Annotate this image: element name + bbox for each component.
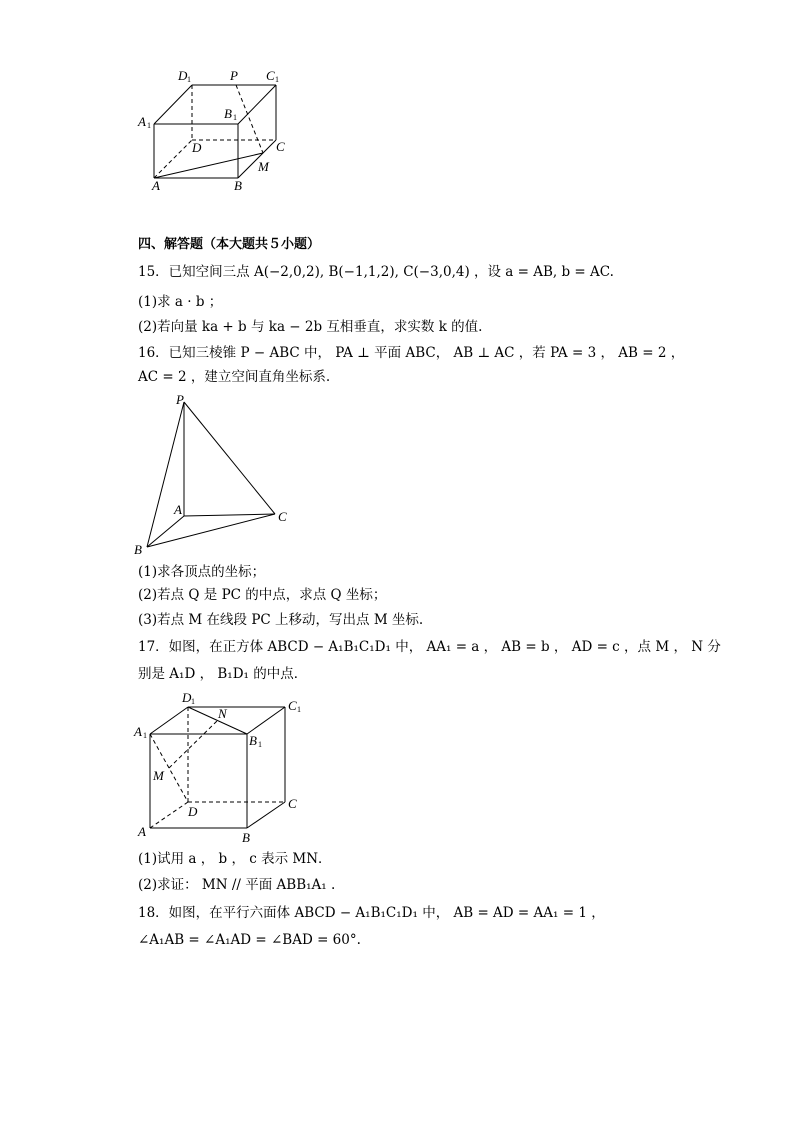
label-c: C [278,509,287,524]
label-b1-sub: 1 [233,113,237,122]
label-c1: C [266,68,275,83]
q17-part2: (2)求证： MN // 平面 ABB₁A₁ . [138,877,336,893]
q16-stem-line2: AC = 2 ，建立空间直角坐标系. [138,369,331,385]
q15-part1: (1)求 a · b ； [138,294,223,310]
figure-cuboid-pm [130,62,300,197]
label-b1: B [249,733,257,748]
label-d: D [192,140,202,155]
q16-stem-line1: 16．已知三棱锥 P − ABC 中， PA ⊥ 平面 ABC， AB ⊥ AC ，若 PA = 3 ， AB = 2 ， [138,345,685,361]
label-m: M [153,768,164,783]
label-a1: A [134,724,142,739]
label-d1-sub: 1 [187,75,191,84]
q17-stem-line2: 别是 A₁D ， B₁D₁ 的中点． [138,666,308,682]
label-c1: C [288,698,297,713]
label-b: B [134,542,142,557]
q17-part1: (1)试用 a ， b ， c 表示 MN． [138,851,332,867]
q15-stem: 15．已知空间三点 A(−2,0,2), B(−1,1,2), C(−3,0,4) ，设 a = AB, b = AC. [138,264,614,280]
label-b1-sub: 1 [258,740,262,749]
label-a1-sub: 1 [147,121,151,130]
label-c: C [288,796,297,811]
label-a1: A [138,114,146,129]
q18-stem-line1: 18．如图，在平行六面体 ABCD − A₁B₁C₁D₁ 中， AB = AD = AA₁ = 1 ， [138,905,605,921]
label-a: A [138,824,146,839]
q18-stem-line2: ∠A₁AB = ∠A₁AD = ∠BAD = 60°. [138,932,361,948]
label-b: B [234,178,242,193]
section-heading: 四、解答题（本大题共５小题） [138,237,321,252]
q16-part3: (3)若点 M 在线段 PC 上移动，写出点 M 坐标. [138,612,424,628]
label-d1: D [182,690,192,705]
tetrahedron-diagram [130,390,300,560]
label-p: P [176,392,184,407]
label-b1: B [224,106,232,121]
figure-cube [130,690,310,845]
label-p: P [230,68,238,83]
label-a: A [174,502,182,517]
cuboid-pm-diagram [130,62,300,197]
cube-diagram [130,690,310,845]
q16-part2: (2)若点 Q 是 PC 的中点，求点 Q 坐标； [138,587,387,603]
label-d1-sub: 1 [191,697,195,706]
label-d: D [188,804,198,819]
label-c1-sub: 1 [297,705,301,714]
label-d1: D [178,68,188,83]
label-b: B [242,830,250,845]
label-m: M [258,159,269,174]
q16-part1: (1)求各顶点的坐标； [138,564,266,580]
q15-part2: (2)若向量 ka + b 与 ka − 2b 互相垂直，求实数 k 的值. [138,319,483,335]
label-n: N [218,706,227,721]
label-c: C [276,139,285,154]
label-a: A [152,178,160,193]
figure-tetrahedron [130,390,300,560]
q17-stem-line1: 17．如图，在正方体 ABCD − A₁B₁C₁D₁ 中， AA₁ = a ， AB = b ， AD = c ，点 M ， N 分 [138,639,721,655]
label-a1-sub: 1 [143,731,147,740]
label-c1-sub: 1 [275,75,279,84]
